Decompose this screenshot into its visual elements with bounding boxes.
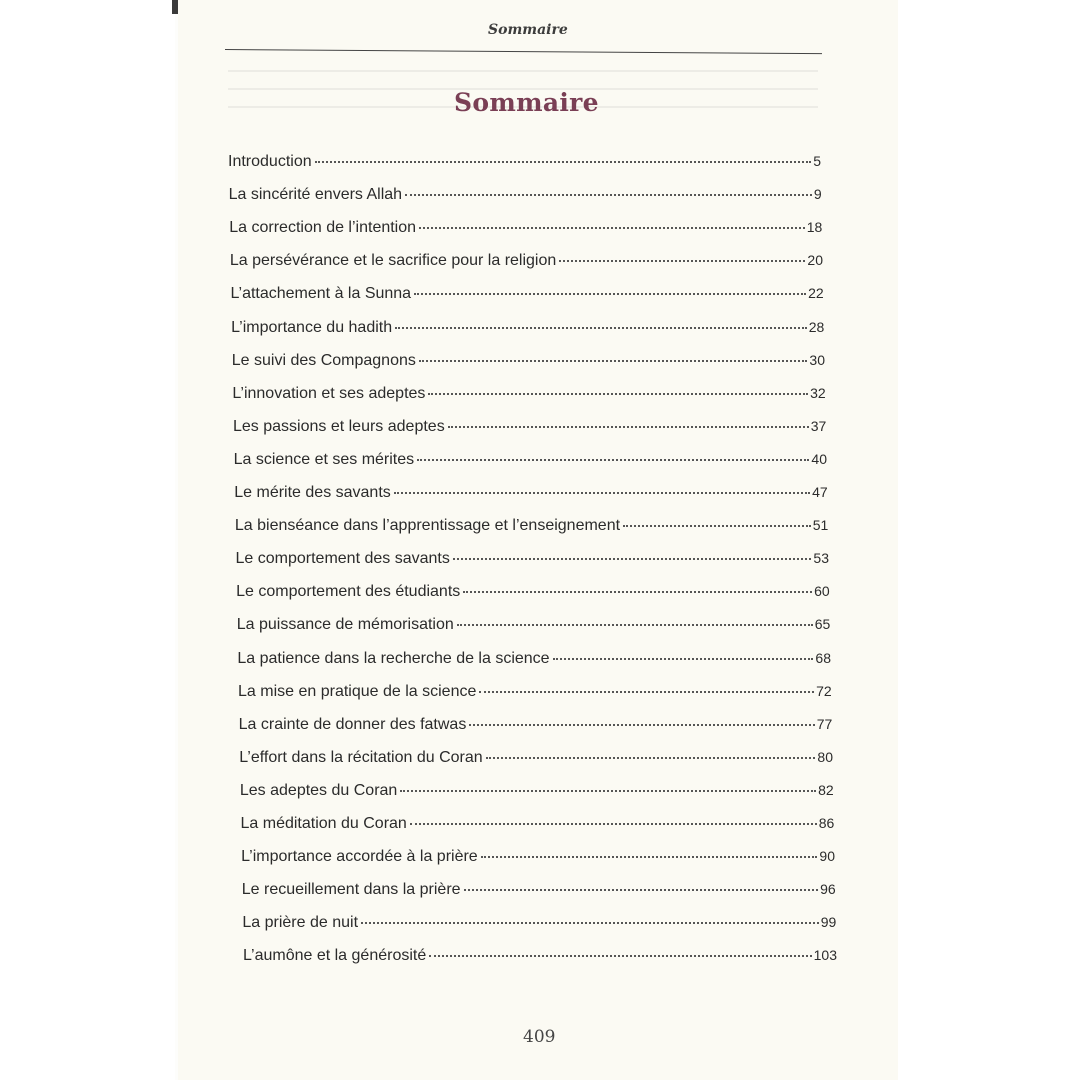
toc-entry-title: La crainte de donner des fatwas <box>238 715 467 733</box>
toc-entry-page: 103 <box>813 947 837 964</box>
toc-entry-page: 68 <box>815 649 831 666</box>
toc-entry-title: La mise en pratique de la science <box>238 682 477 700</box>
toc-entry-title: La bienséance dans l’apprentissage et l’enseignement <box>234 517 621 535</box>
toc-leader-dots <box>481 856 818 858</box>
toc-leader-dots <box>419 227 805 229</box>
toc-entry-title: La puissance de mémorisation <box>236 616 454 634</box>
toc-entry <box>231 319 824 337</box>
toc-entry-page: 51 <box>812 517 829 534</box>
toc-entry-title: Le recueillement dans la prière <box>241 881 461 899</box>
toc-entry <box>241 848 835 866</box>
toc-entry-title: Le comportement des savants <box>235 550 450 568</box>
toc-entry-page: 86 <box>818 815 835 831</box>
toc-entry-title: Le mérite des savants <box>234 484 391 501</box>
toc-leader-dots <box>414 293 806 295</box>
toc-leader-dots <box>453 558 812 560</box>
page-number: 409 <box>523 1027 556 1047</box>
toc-entry <box>232 385 825 403</box>
toc-entry <box>235 517 828 535</box>
toc-leader-dots <box>410 823 817 825</box>
toc-entry <box>236 550 830 568</box>
toc-entry-page: 32 <box>810 384 826 401</box>
toc-entry <box>239 749 833 767</box>
toc-entry-page: 53 <box>813 550 829 567</box>
toc-entry-page: 90 <box>819 848 835 865</box>
toc-entry-page: 77 <box>816 715 833 732</box>
toc-entry-page: 65 <box>814 616 831 633</box>
toc-leader-dots <box>463 591 812 593</box>
toc-leader-dots <box>417 459 809 461</box>
toc-entry <box>233 418 826 436</box>
toc-entry-page: 9 <box>813 186 822 203</box>
toc-entry-page: 37 <box>810 417 827 434</box>
toc-entry-page: 60 <box>814 583 830 600</box>
toc-entry-title: Le comportement des étudiants <box>236 583 461 601</box>
toc-entry-title: Les passions et leurs adeptes <box>233 417 445 435</box>
toc-entry-page: 99 <box>820 914 837 931</box>
toc-entry-title: La sincérité envers Allah <box>228 186 403 204</box>
toc-entry <box>236 583 830 601</box>
toc-leader-dots <box>553 658 814 660</box>
toc-leader-dots <box>469 724 814 726</box>
toc-entry <box>237 650 831 668</box>
toc-entry <box>243 947 837 965</box>
toc-entry-title: La patience dans la recherche de la science <box>237 649 550 667</box>
toc-entry-title: La prière de nuit <box>242 914 359 932</box>
toc-leader-dots <box>315 161 812 163</box>
toc-entry-page: 82 <box>818 781 834 798</box>
toc-leader-dots <box>395 327 807 329</box>
toc-leader-dots <box>429 955 811 957</box>
toc-entry-page: 22 <box>808 285 824 302</box>
toc-leader-dots <box>361 922 819 924</box>
toc-entry <box>230 252 823 270</box>
toc-entry <box>231 285 824 303</box>
toc-entry-title: L’effort dans la récitation du Coran <box>239 748 483 766</box>
toc-entry <box>232 352 825 370</box>
toc-leader-dots <box>559 260 805 262</box>
toc-entry-title: L’innovation et ses adeptes <box>232 384 426 402</box>
toc-entry <box>234 484 827 502</box>
toc-entry-page: 30 <box>809 351 825 368</box>
toc-leader-dots <box>419 360 808 362</box>
toc-entry <box>242 914 836 932</box>
toc-leader-dots <box>457 624 813 626</box>
toc-leader-dots <box>405 194 812 196</box>
toc-entry-page: 96 <box>820 881 836 898</box>
toc-entry-title: Les adeptes du Coran <box>239 781 398 799</box>
toc-entry-page: 72 <box>816 682 832 699</box>
toc-entry-page: 18 <box>806 219 823 236</box>
toc-leader-dots <box>486 757 816 759</box>
toc-entry-title: La méditation du Coran <box>240 815 407 832</box>
page-title: Sommaire <box>454 88 599 117</box>
toc-entry-page: 80 <box>817 748 833 765</box>
toc-leader-dots <box>428 393 808 395</box>
toc-entry <box>242 881 836 899</box>
toc-entry <box>229 219 822 237</box>
toc-entry <box>228 153 821 171</box>
toc-entry-title: La correction de l’intention <box>229 219 417 237</box>
toc-entry-title: La science et ses mérites <box>233 450 415 468</box>
running-header: Sommaire <box>488 22 568 38</box>
toc-entry <box>240 782 834 800</box>
toc-leader-dots <box>400 790 816 792</box>
toc-entry-title: La persévérance et le sacrifice pour la religion <box>229 252 557 270</box>
toc-entry-title: L’aumône et la générosité <box>243 947 427 965</box>
toc-leader-dots <box>448 426 809 428</box>
toc-entry-page: 47 <box>812 484 828 500</box>
toc-entry-title: Le suivi des Compagnons <box>231 351 416 369</box>
toc-entry-title: Introduction <box>228 153 312 170</box>
toc-leader-dots <box>623 525 811 527</box>
toc-leader-dots <box>479 691 814 693</box>
toc-entry <box>237 616 831 634</box>
toc-entry-title: L’importance du hadith <box>231 318 393 336</box>
toc-entry <box>241 815 835 833</box>
toc-entry <box>234 451 827 469</box>
toc-entry-title: L’attachement à la Sunna <box>230 285 412 303</box>
toc-entry <box>239 716 833 734</box>
toc-leader-dots <box>464 889 819 891</box>
toc-entry-page: 20 <box>807 252 823 269</box>
toc-entry <box>238 683 832 701</box>
toc-entry-page: 40 <box>811 450 827 467</box>
toc-entry-page: 5 <box>813 153 821 169</box>
toc-entry-title: L’importance accordée à la prière <box>241 848 478 866</box>
toc-entry-page: 28 <box>808 318 825 335</box>
toc-entry <box>229 186 822 204</box>
toc-leader-dots <box>394 492 810 494</box>
